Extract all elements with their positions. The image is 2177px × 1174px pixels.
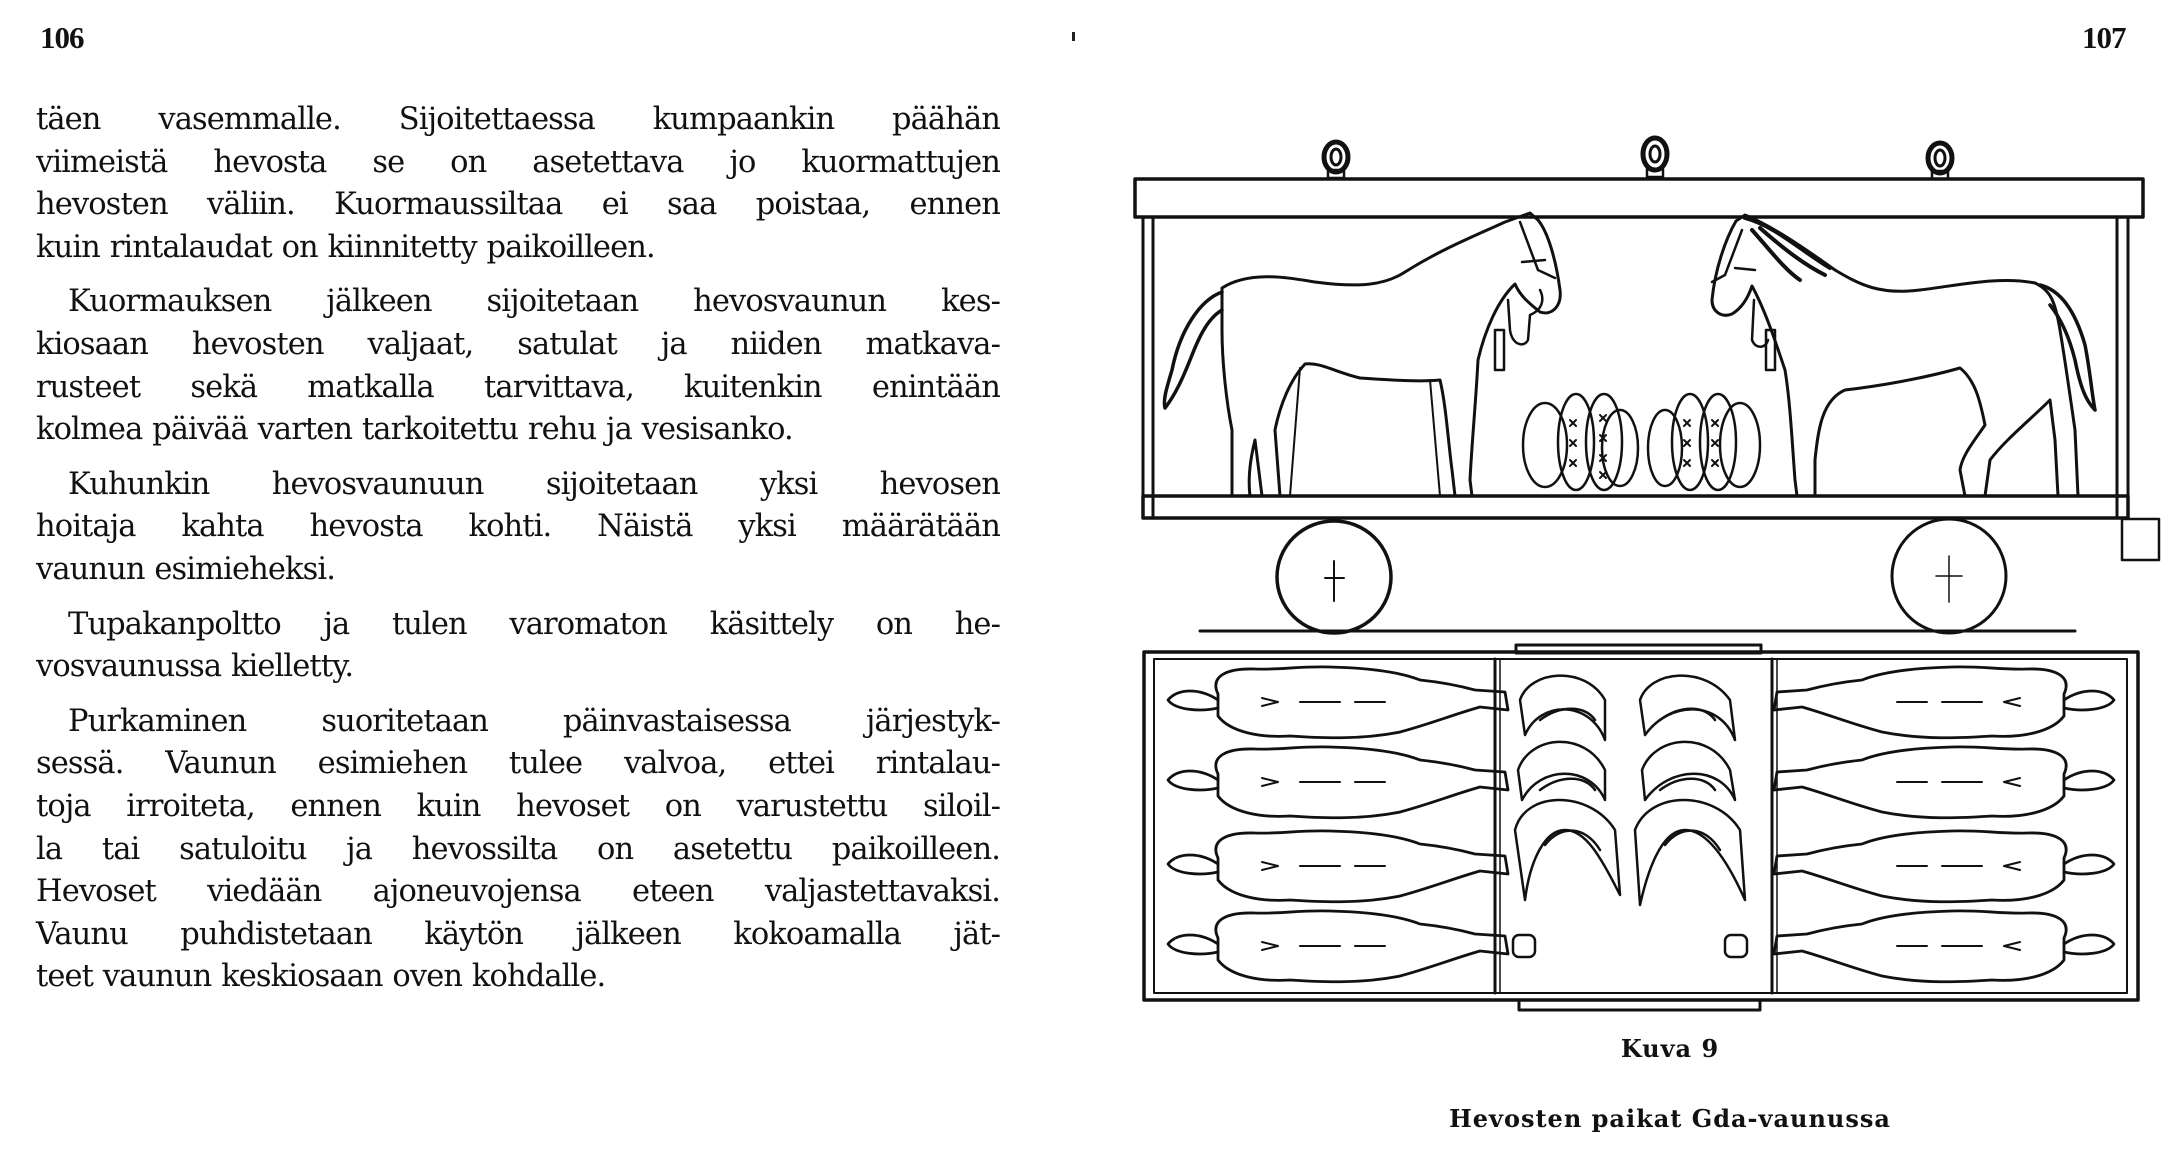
door-slot-bottom bbox=[1519, 1000, 1760, 1010]
text-line: Kuhunkin hevosvaunuun sijoitetaan yksi hevosen bbox=[68, 466, 1000, 502]
horse-topdown-illustration bbox=[1168, 911, 1508, 982]
roof-beam bbox=[1135, 179, 2143, 217]
saddle-bundle-illustration bbox=[1648, 394, 1760, 490]
text-line: kuin rintalaudat on kiinnitetty paikoilleen. bbox=[36, 229, 655, 265]
horse-topdown-illustration bbox=[1168, 747, 1508, 818]
halter-knot-left bbox=[1513, 935, 1535, 957]
lifting-ring-icon bbox=[1928, 143, 1952, 179]
saddle-stack-right bbox=[1635, 676, 1745, 905]
text-line: toja irroiteta, ennen kuin hevoset on varustettu siloil- bbox=[36, 788, 1000, 824]
horse-topdown-illustration bbox=[1774, 747, 2114, 818]
figure-caption: Hevosten paikat Gda-vaunussa bbox=[1449, 1104, 1891, 1133]
horse-illustration-right bbox=[1712, 215, 2095, 496]
text-line: kolmea päivää varten tarkoitettu rehu ja vesisanko. bbox=[36, 412, 793, 448]
paragraph bbox=[36, 464, 1000, 592]
figure-horse-wagon bbox=[1110, 120, 2177, 1030]
page-number-left: 106 bbox=[40, 20, 84, 55]
horse-topdown-illustration bbox=[1774, 831, 2114, 902]
horse-topdown-illustration bbox=[1774, 667, 2114, 738]
horse-illustration-left bbox=[1164, 213, 1560, 496]
lifting-ring-icon bbox=[1643, 138, 1667, 177]
text-line: Tupakanpoltto ja tulen varomaton käsittely on he- bbox=[68, 606, 1000, 642]
text-line: viimeistä hevosta se on asetettava jo kuormattujen bbox=[36, 144, 1000, 180]
paragraph bbox=[36, 604, 1000, 689]
text-line: rusteet sekä matkalla tarvittava, kuitenkin enintään bbox=[36, 369, 1000, 405]
paragraph bbox=[36, 701, 1000, 999]
wheel-icon bbox=[1892, 519, 2006, 633]
saddle-bundle-illustration bbox=[1523, 394, 1638, 490]
text-line: Kuormauksen jälkeen sijoitetaan hevosvaunun kes- bbox=[68, 284, 1000, 320]
text-line: Hevoset viedään ajoneuvojensa eteen valjastettavaksi. bbox=[36, 874, 1000, 910]
text-line: teet vaunun keskiosaan oven kohdalle. bbox=[36, 959, 606, 995]
text-line: hoitaja kahta hevosta kohti. Näistä yksi määrätään bbox=[36, 509, 1000, 545]
halter-knot-right bbox=[1725, 935, 1747, 957]
text-line: sessä. Vaunun esimiehen tulee valvoa, ettei rintalau- bbox=[36, 746, 1000, 782]
text-line: Purkaminen suoritetaan päinvastaisessa järjestyk- bbox=[68, 703, 1000, 739]
paragraph bbox=[36, 281, 1000, 451]
horse-topdown-illustration bbox=[1774, 911, 2114, 982]
figure-label: Kuva 9 bbox=[1620, 1034, 1720, 1063]
text-line: hevosten väliin. Kuormaussiltaa ei saa poistaa, ennen bbox=[36, 187, 1000, 223]
text-line: vosvaunussa kielletty. bbox=[36, 649, 354, 685]
text-line: la tai satuloitu ja hevossilta on asetettu paikoilleen. bbox=[36, 831, 1000, 867]
page-number-right: 107 bbox=[2082, 20, 2126, 55]
wagon-side-view bbox=[1135, 138, 2159, 633]
floor-beam bbox=[1143, 496, 2128, 518]
horse-topdown-illustration bbox=[1168, 667, 1508, 738]
text-line: vaunun esimieheksi. bbox=[36, 551, 336, 587]
paragraph bbox=[36, 99, 1000, 269]
left-page-body-text bbox=[36, 99, 1000, 1011]
wagon-plan-view bbox=[1144, 645, 2138, 1010]
gutter-mark bbox=[1072, 32, 1075, 41]
figure-illustration bbox=[1110, 120, 2177, 1030]
saddle-stack-left bbox=[1515, 676, 1620, 900]
horse-topdown-illustration bbox=[1168, 831, 1508, 902]
text-line: Vaunu puhdistetaan käytön jälkeen kokoamalla jät- bbox=[36, 916, 1000, 952]
text-line: täen vasemmalle. Sijoitettaessa kumpaankin päähän bbox=[36, 102, 1000, 137]
wheel-icon bbox=[1277, 521, 1391, 633]
buffer-box bbox=[2122, 519, 2159, 560]
lifting-ring-icon bbox=[1324, 142, 1348, 178]
text-line: kiosaan hevosten valjaat, satulat ja niiden matkava- bbox=[36, 326, 1000, 362]
